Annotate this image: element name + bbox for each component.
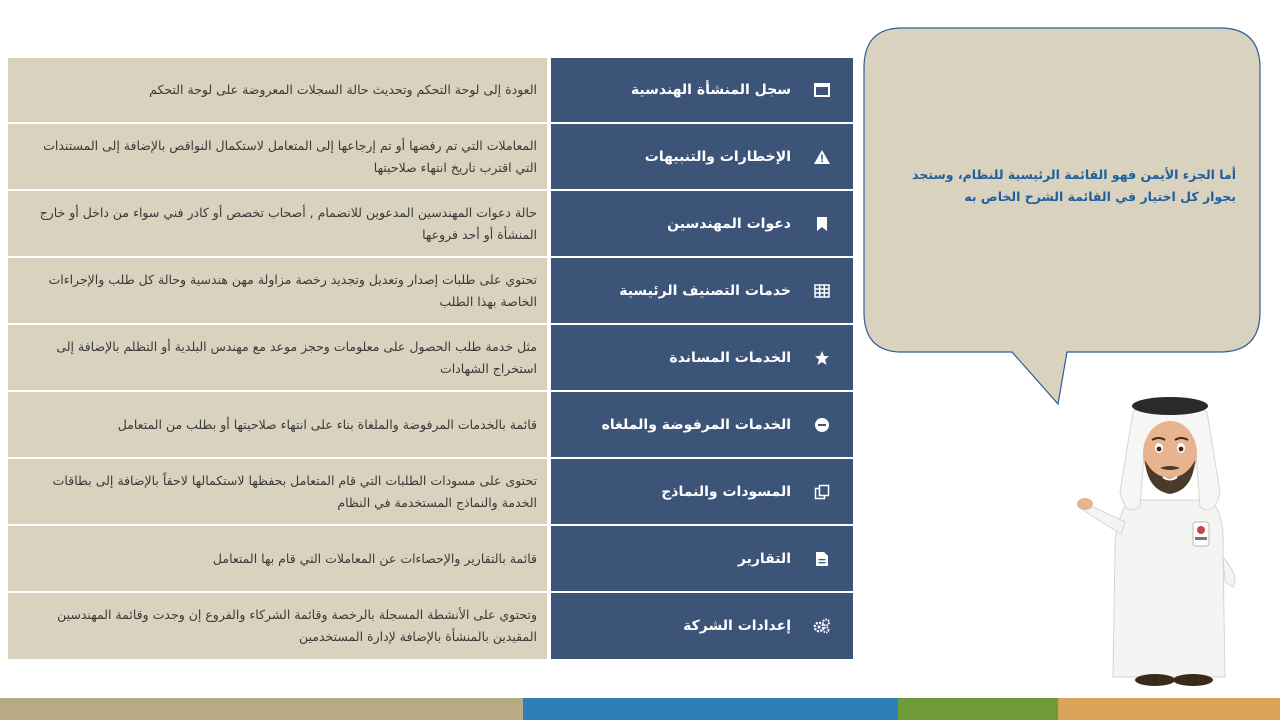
menu-item-description: وتحتوي على الأنشطة المسجلة بالرخصة وقائمة الشركاء والفروع إن وجدت وقائمة المهندسين المقيدين بالمنشأة بالإضافة لإدارة المستخدمين: [8, 593, 547, 661]
menu-row: [8, 392, 853, 459]
menu-item-description: حالة دعوات المهندسين المدعوين للانضمام , أصحاب تخصص أو كادر فني سواء من داخل أو خارج المنشأة أو أحد فروعها: [8, 191, 547, 258]
footer-segment-1: [0, 698, 523, 720]
footer-segment-3: [898, 698, 1058, 720]
menu-row: [8, 258, 853, 325]
menu-table: [8, 58, 853, 661]
window-icon: [813, 81, 831, 99]
menu-row: [8, 526, 853, 593]
sidebar-menu-item[interactable]: [551, 526, 853, 593]
grid-icon: [813, 282, 831, 300]
sidebar-menu-item[interactable]: [551, 325, 853, 392]
star-icon: [813, 349, 831, 367]
sidebar-menu-item-label: سجل المنشأة الهندسية: [630, 82, 791, 98]
sidebar-menu-item-label: إعدادات الشركة: [683, 618, 791, 634]
menu-row: [8, 124, 853, 191]
menu-item-description: المعاملات التي تم رفضها أو تم إرجاعها إلى المتعامل لاستكمال النواقص بالإضافة إلى المستندات التي اقترب تاريخ انتهاء صلاحيتها: [8, 124, 547, 191]
guide-character: [1075, 382, 1265, 692]
sidebar-menu-item[interactable]: [551, 258, 853, 325]
menu-row: [8, 325, 853, 392]
sidebar-menu-item[interactable]: [551, 58, 853, 124]
sidebar-menu-item[interactable]: [551, 459, 853, 526]
bookmark-icon: [813, 215, 831, 233]
footer-color-bar: [0, 698, 1280, 720]
menu-item-description: قائمة بالخدمات المرفوضة والملغاة بناء على انتهاء صلاحيتها أو بطلب من المتعامل: [8, 392, 547, 459]
speech-bubble: [862, 26, 1262, 410]
footer-segment-2: [523, 698, 898, 720]
menu-item-description: العودة إلى لوحة التحكم وتحديث حالة السجلات المعروضة على لوحة التحكم: [8, 58, 547, 124]
warning-icon: [813, 148, 831, 166]
menu-item-description: تحتوي على طلبات إصدار وتعديل وتجديد رخصة مزاولة مهن هندسية وحالة كل طلب والإجراءات الخاصة بهذا الطلب: [8, 258, 547, 325]
sidebar-menu-item-label: الإخطارات والتنبيهات: [644, 148, 791, 165]
gears-icon: [813, 617, 831, 635]
menu-row: [8, 191, 853, 258]
menu-row: [8, 58, 853, 124]
menu-item-description: مثل خدمة طلب الحصول على معلومات وحجز موعد مع مهندس البلدية أو التظلم بالإضافة إلى استخراج الشهادات: [8, 325, 547, 392]
menu-row: [8, 593, 853, 661]
sidebar-menu-item-label: الخدمات المرفوضة والملغاه: [601, 416, 791, 433]
sidebar-menu-item-label: دعوات المهندسين: [667, 215, 791, 232]
sidebar-menu-item[interactable]: [551, 124, 853, 191]
sidebar-menu-item-label: المسودات والنماذج: [661, 483, 791, 500]
footer-segment-4: [1058, 698, 1280, 720]
sidebar-menu-item-label: التقارير: [737, 550, 791, 567]
menu-item-description: قائمة بالتقارير والإحصاءات عن المعاملات التي قام بها المتعامل: [8, 526, 547, 593]
menu-item-description: تحتوى على مسودات الطلبات التي قام المتعامل بحفظها لاستكمالها لاحقاً بالإضافة إلى بطاقات الخدمة والنماذج المستخدمة في النظام: [8, 459, 547, 526]
menu-row: [8, 459, 853, 526]
sidebar-menu-item[interactable]: [551, 191, 853, 258]
sidebar-menu-item[interactable]: [551, 593, 853, 661]
sidebar-menu-item-label: خدمات التصنيف الرئيسية: [619, 282, 791, 299]
sidebar-menu-item[interactable]: [551, 392, 853, 459]
copy-icon: [813, 483, 831, 501]
bubble-text: أما الجزء الأيمن فهو القائمة الرئيسية للنظام، وستجد بجوار كل اختيار في القائمة الشرح الخاص به: [912, 167, 1236, 204]
document-icon: [813, 550, 831, 568]
minus-circle-icon: [813, 416, 831, 434]
sidebar-menu-item-label: الخدمات المساندة: [669, 349, 791, 366]
